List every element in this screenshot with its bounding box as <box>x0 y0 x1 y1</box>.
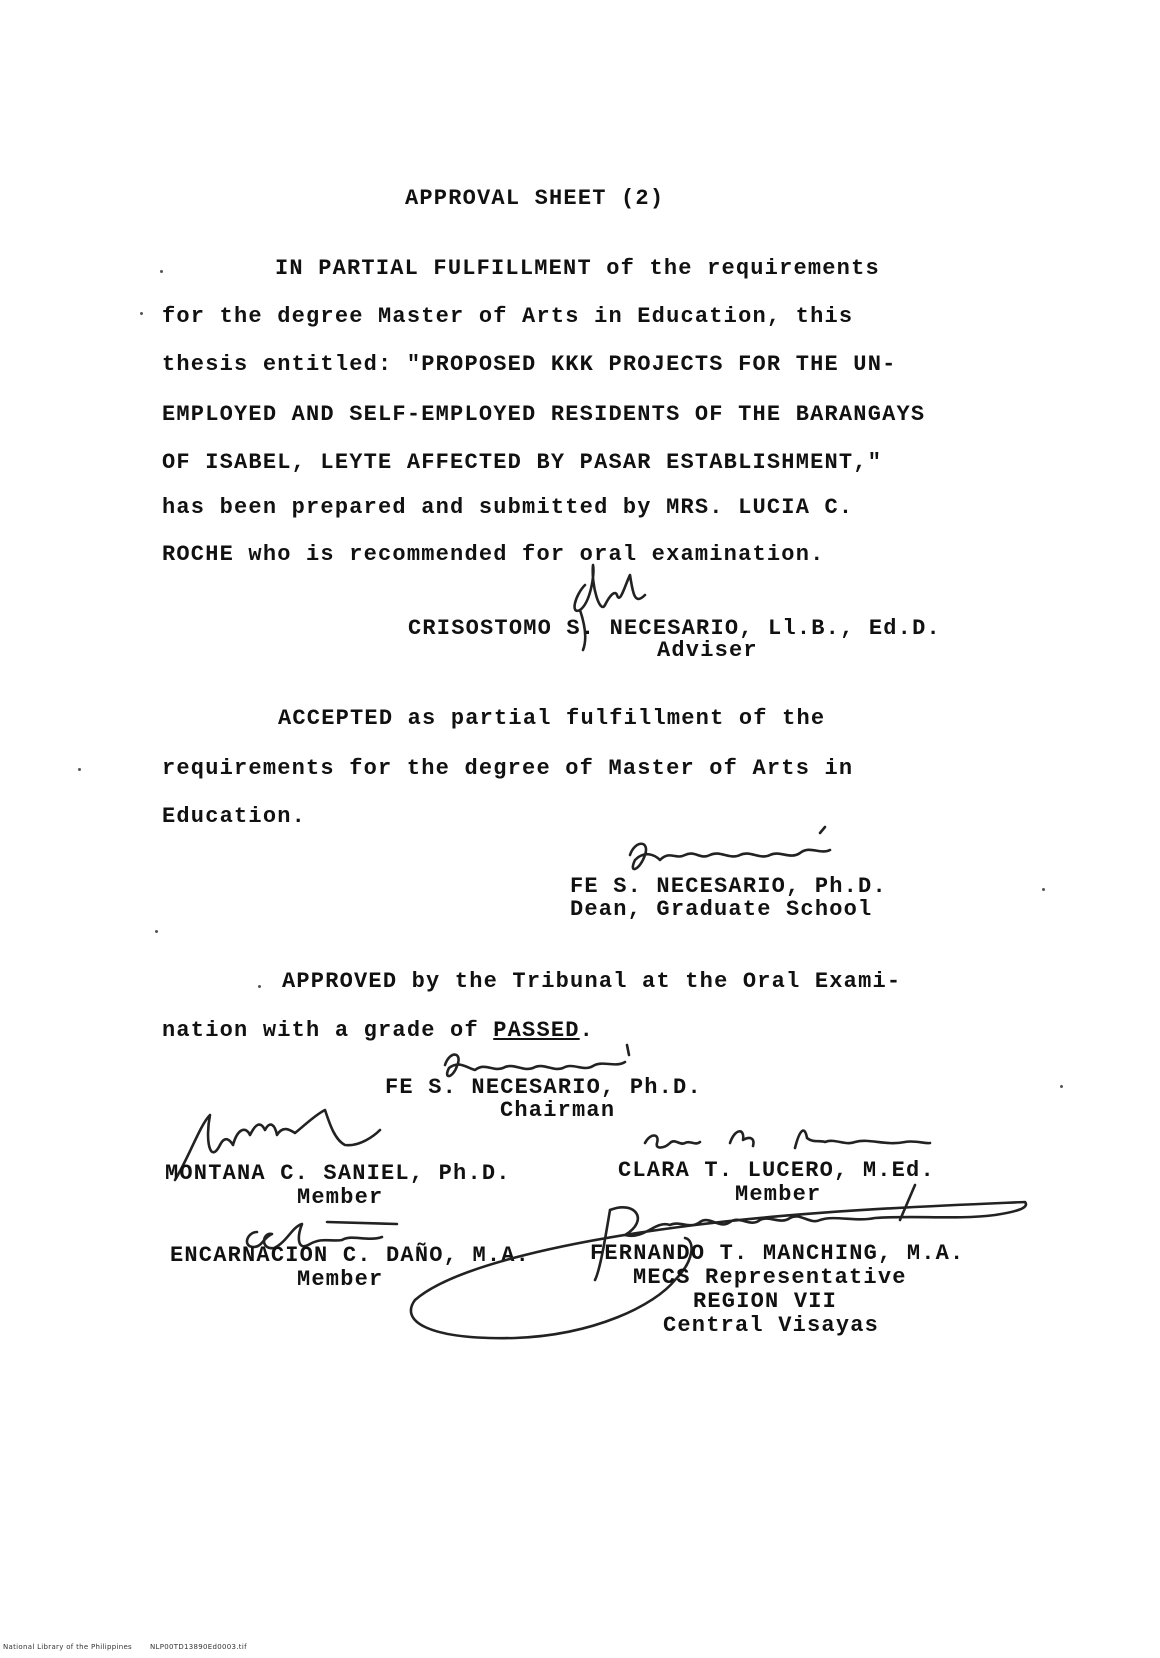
intro-line-2: for the degree Master of Arts in Education, this <box>162 304 854 329</box>
scan-speck <box>155 930 158 933</box>
dean-role: Dean, Graduate School <box>570 897 873 922</box>
intro-line-3: thesis entitled: "PROPOSED KKK PROJECTS FOR THE UN- <box>162 352 897 377</box>
member-1-name: MONTANA C. SANIEL, Ph.D. <box>165 1161 511 1186</box>
chairman-role: Chairman <box>500 1098 616 1123</box>
lucero-signature <box>635 1118 935 1158</box>
scan-speck <box>160 270 163 273</box>
member-2-role: Member <box>735 1182 822 1207</box>
chairman-name: FE S. NECESARIO, Ph.D. <box>385 1075 702 1100</box>
dean-signature <box>620 825 850 880</box>
mecs-area: Central Visayas <box>663 1313 880 1338</box>
accepted-line-2: requirements for the degree of Master of Arts in <box>162 756 854 781</box>
member-3-name: ENCARNACION C. DAÑO, M.A. <box>170 1243 531 1268</box>
mecs-role: MECS Representative <box>633 1265 907 1290</box>
grade-value: PASSED <box>493 1018 580 1043</box>
member-2-name: CLARA T. LUCERO, M.Ed. <box>618 1158 935 1183</box>
intro-line-4: EMPLOYED AND SELF-EMPLOYED RESIDENTS OF THE BARANGAYS <box>162 402 926 427</box>
member-3-role: Member <box>297 1267 384 1292</box>
approved-line-2-prefix: nation with a grade of <box>162 1018 494 1043</box>
scan-speck <box>1042 888 1045 891</box>
approved-line-2-suffix: . <box>579 1018 595 1043</box>
dean-name: FE S. NECESARIO, Ph.D. <box>570 874 887 899</box>
scan-speck <box>140 312 143 315</box>
intro-line-6: has been prepared and submitted by MRS. LUCIA C. <box>162 495 854 520</box>
intro-line-1: IN PARTIAL FULFILLMENT of the requirements <box>275 256 880 281</box>
mecs-name: FERNANDO T. MANCHING, M.A. <box>590 1241 965 1266</box>
mecs-region: REGION VII <box>693 1289 838 1314</box>
scan-speck <box>1060 1085 1063 1088</box>
intro-line-7: ROCHE who is recommended for oral examination. <box>162 542 825 567</box>
footer-code: NLP00TD13890Ed0003.tif <box>150 1643 247 1651</box>
scan-speck <box>258 985 261 988</box>
approved-line-1: APPROVED by the Tribunal at the Oral Exami- <box>282 969 902 994</box>
page-title: APPROVAL SHEET (2) <box>405 186 665 211</box>
adviser-name: CRISOSTOMO S. NECESARIO, Ll.B., Ed.D. <box>408 616 941 641</box>
member-1-role: Member <box>297 1185 384 1210</box>
accepted-line-3: Education. <box>162 804 307 829</box>
scan-speck <box>78 768 81 771</box>
adviser-role: Adviser <box>657 638 758 663</box>
intro-line-5: OF ISABEL, LEYTE AFFECTED BY PASAR ESTABLISHMENT," <box>162 450 883 475</box>
accepted-line-1: ACCEPTED as partial fulfillment of the <box>278 706 826 731</box>
footer-library: National Library of the Philippines <box>3 1643 132 1651</box>
